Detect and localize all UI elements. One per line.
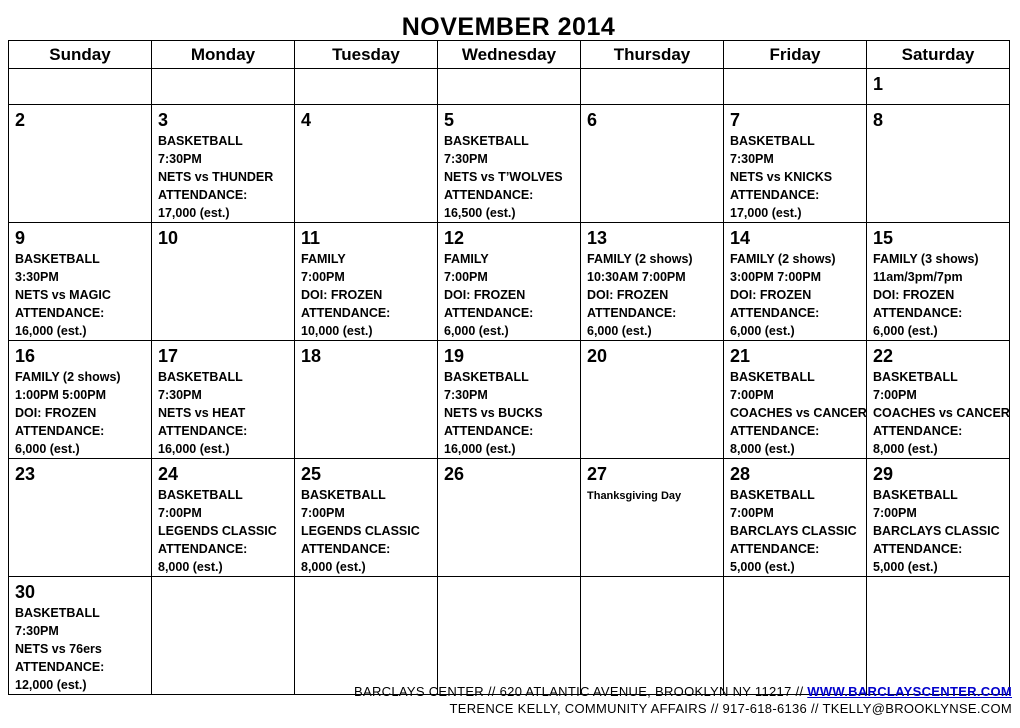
event-details	[587, 250, 717, 340]
event-line: NETS vs KNICKS	[730, 170, 833, 184]
event-line: FAMILY	[301, 252, 346, 266]
day-number: 26	[444, 464, 465, 484]
event-line: 8,000 (est.)	[301, 560, 366, 574]
day-cell	[9, 105, 152, 223]
day-number: 16	[15, 346, 36, 366]
weekday-header: Sunday	[9, 41, 152, 69]
weekday-header: Tuesday	[295, 41, 438, 69]
event-line: DOI: FROZEN	[730, 288, 812, 302]
week-row	[9, 341, 1010, 459]
event-line: ATTENDANCE:	[158, 542, 248, 556]
event-line: 16,500 (est.)	[444, 206, 516, 220]
day-number: 20	[587, 346, 608, 366]
week-row	[9, 69, 1010, 105]
day-cell	[867, 69, 1010, 105]
event-line: ATTENDANCE:	[158, 188, 248, 202]
event-line: BASKETBALL	[873, 370, 958, 384]
event-details	[15, 604, 145, 694]
day-cell	[724, 577, 867, 695]
week-row	[9, 105, 1010, 223]
day-cell	[581, 223, 724, 341]
website-link[interactable]: WWW.BARCLAYSCENTER.COM	[807, 684, 1012, 699]
event-line: 16,000 (est.)	[158, 442, 230, 456]
day-cell	[581, 69, 724, 105]
event-details	[15, 250, 145, 340]
day-number: 11	[301, 228, 321, 248]
day-number: 23	[15, 464, 36, 484]
event-line: 7:30PM	[444, 388, 488, 402]
footer-contact: TERENCE KELLY, COMMUNITY AFFAIRS // 917-618-6136 // TKELLY@BROOKLYNSE.COM	[449, 701, 1012, 716]
event-line: DOI: FROZEN	[15, 406, 97, 420]
day-number: 5	[444, 110, 455, 130]
event-line: ATTENDANCE:	[730, 542, 820, 556]
event-line: LEGENDS CLASSIC	[301, 524, 420, 538]
event-details	[301, 486, 431, 576]
weekday-header: Monday	[152, 41, 295, 69]
day-cell	[295, 223, 438, 341]
event-line: BASKETBALL	[444, 134, 529, 148]
day-cell	[9, 577, 152, 695]
event-line: ATTENDANCE:	[301, 306, 391, 320]
event-line: 8,000 (est.)	[873, 442, 938, 456]
event-line: 7:00PM	[873, 506, 917, 520]
event-line: DOI: FROZEN	[301, 288, 383, 302]
event-line: 16,000 (est.)	[444, 442, 516, 456]
event-line: 8,000 (est.)	[158, 560, 223, 574]
day-number: 30	[15, 582, 36, 602]
week-row	[9, 459, 1010, 577]
weekday-header: Wednesday	[438, 41, 581, 69]
event-line: NETS vs T’WOLVES	[444, 170, 563, 184]
event-line: 7:00PM	[730, 388, 774, 402]
footer-address-text: BARCLAYS CENTER // 620 ATLANTIC AVENUE, BROOKLYN NY 11217 //	[354, 684, 808, 699]
day-cell	[9, 69, 152, 105]
event-line: COACHES vs CANCER	[730, 406, 867, 420]
event-line: 7:00PM	[158, 506, 202, 520]
day-cell	[867, 341, 1010, 459]
day-cell	[152, 223, 295, 341]
event-line: ATTENDANCE:	[158, 424, 248, 438]
event-details	[301, 250, 431, 340]
event-line: DOI: FROZEN	[873, 288, 955, 302]
day-cell	[438, 341, 581, 459]
event-line: ATTENDANCE:	[730, 188, 820, 202]
event-line: ATTENDANCE:	[873, 542, 963, 556]
event-line: 6,000 (est.)	[15, 442, 80, 456]
event-line: 6,000 (est.)	[873, 324, 938, 338]
day-cell	[9, 223, 152, 341]
day-cell	[438, 459, 581, 577]
event-line: BASKETBALL	[15, 606, 100, 620]
day-number: 28	[730, 464, 751, 484]
event-line: NETS vs MAGIC	[15, 288, 111, 302]
day-number: 25	[301, 464, 322, 484]
day-cell	[867, 577, 1010, 695]
footer-address	[354, 684, 1012, 699]
event-line: BARCLAYS CLASSIC	[873, 524, 1000, 538]
event-line: 7:30PM	[158, 388, 202, 402]
day-number: 18	[301, 346, 322, 366]
day-cell	[581, 105, 724, 223]
weekday-header: Thursday	[581, 41, 724, 69]
day-cell	[438, 69, 581, 105]
day-cell	[867, 105, 1010, 223]
day-cell	[438, 105, 581, 223]
event-line: DOI: FROZEN	[587, 288, 669, 302]
event-line: FAMILY (3 shows)	[873, 252, 979, 266]
event-line: 7:30PM	[158, 152, 202, 166]
event-line: LEGENDS CLASSIC	[158, 524, 277, 538]
event-line: FAMILY	[444, 252, 489, 266]
event-line: BASKETBALL	[730, 134, 815, 148]
day-cell	[724, 69, 867, 105]
day-number: 10	[158, 228, 179, 248]
event-details	[730, 132, 860, 222]
weekday-header-row	[9, 41, 1010, 69]
day-number: 15	[873, 228, 894, 248]
event-details	[444, 250, 574, 340]
day-number: 12	[444, 228, 465, 248]
event-details	[158, 132, 288, 222]
event-details	[444, 368, 574, 458]
day-cell	[152, 459, 295, 577]
weekday-header: Friday	[724, 41, 867, 69]
day-cell	[295, 341, 438, 459]
day-number: 9	[15, 228, 26, 248]
day-cell	[438, 577, 581, 695]
event-line: ATTENDANCE:	[587, 306, 677, 320]
event-line: ATTENDANCE:	[873, 306, 963, 320]
day-number: 17	[158, 346, 179, 366]
day-cell	[581, 459, 724, 577]
event-details	[15, 368, 145, 458]
event-details	[730, 368, 867, 458]
day-cell	[9, 459, 152, 577]
week-row	[9, 577, 1010, 695]
event-line: NETS vs BUCKS	[444, 406, 543, 420]
event-line: 17,000 (est.)	[158, 206, 230, 220]
day-cell	[724, 105, 867, 223]
day-number: 6	[587, 110, 598, 130]
day-cell	[152, 69, 295, 105]
day-cell	[152, 105, 295, 223]
day-number: 1	[873, 74, 884, 94]
event-details	[158, 486, 288, 576]
event-line: ATTENDANCE:	[444, 424, 534, 438]
event-line: BASKETBALL	[444, 370, 529, 384]
day-number: 14	[730, 228, 751, 248]
event-line: FAMILY (2 shows)	[587, 252, 693, 266]
day-number: 29	[873, 464, 894, 484]
event-line: 1:00PM 5:00PM	[15, 388, 107, 402]
day-number: 3	[158, 110, 169, 130]
event-line: 12,000 (est.)	[15, 678, 87, 692]
event-line: 7:00PM	[301, 270, 345, 284]
event-details	[873, 250, 1003, 340]
event-line: 11am/3pm/7pm	[873, 270, 963, 284]
day-number: 27	[587, 464, 608, 484]
calendar-title: NOVEMBER 2014	[401, 13, 616, 41]
event-line: ATTENDANCE:	[873, 424, 963, 438]
event-line: BASKETBALL	[158, 134, 243, 148]
day-number: 19	[444, 346, 465, 366]
day-cell	[152, 341, 295, 459]
event-line: 10,000 (est.)	[301, 324, 373, 338]
event-line: 3:30PM	[15, 270, 59, 284]
event-line: COACHES vs CANCER	[873, 406, 1010, 420]
event-line: BARCLAYS CLASSIC	[730, 524, 857, 538]
day-cell	[9, 341, 152, 459]
event-line: 7:00PM	[444, 270, 488, 284]
event-line: ATTENDANCE:	[15, 424, 105, 438]
day-number: 4	[301, 110, 312, 130]
calendar-grid	[8, 40, 1010, 695]
event-line: 8,000 (est.)	[730, 442, 795, 456]
event-line: 7:30PM	[730, 152, 774, 166]
day-number: 2	[15, 110, 26, 130]
event-line: BASKETBALL	[873, 488, 958, 502]
day-number: 21	[730, 346, 751, 366]
event-line: BASKETBALL	[158, 488, 243, 502]
event-line: 7:00PM	[301, 506, 345, 520]
event-line: BASKETBALL	[15, 252, 100, 266]
event-line: NETS vs HEAT	[158, 406, 246, 420]
event-line: FAMILY (2 shows)	[730, 252, 836, 266]
event-details	[730, 486, 860, 576]
day-cell	[867, 459, 1010, 577]
event-line: ATTENDANCE:	[15, 660, 105, 674]
day-number: 7	[730, 110, 741, 130]
event-line: ATTENDANCE:	[444, 188, 534, 202]
event-line: ATTENDANCE:	[301, 542, 391, 556]
day-number: 13	[587, 228, 608, 248]
event-details	[873, 486, 1003, 576]
holiday-label: Thanksgiving Day	[587, 490, 682, 502]
week-row	[9, 223, 1010, 341]
event-line: BASKETBALL	[158, 370, 243, 384]
event-details	[873, 368, 1010, 458]
day-cell	[581, 577, 724, 695]
event-line: NETS vs 76ers	[15, 642, 102, 656]
day-cell	[295, 459, 438, 577]
event-line: BASKETBALL	[301, 488, 386, 502]
day-number: 8	[873, 110, 884, 130]
event-line: ATTENDANCE:	[730, 306, 820, 320]
event-line: 7:30PM	[444, 152, 488, 166]
day-cell	[295, 577, 438, 695]
event-line: 6,000 (est.)	[587, 324, 652, 338]
day-cell	[152, 577, 295, 695]
event-line: ATTENDANCE:	[444, 306, 534, 320]
day-cell	[295, 105, 438, 223]
event-line: 6,000 (est.)	[444, 324, 509, 338]
event-line: 5,000 (est.)	[730, 560, 795, 574]
event-line: 6,000 (est.)	[730, 324, 795, 338]
event-line: ATTENDANCE:	[15, 306, 105, 320]
event-line: 16,000 (est.)	[15, 324, 87, 338]
day-cell	[438, 223, 581, 341]
event-line: 5,000 (est.)	[873, 560, 938, 574]
day-number: 22	[873, 346, 894, 366]
event-line: 3:00PM 7:00PM	[730, 270, 822, 284]
event-line: 7:00PM	[730, 506, 774, 520]
day-number: 24	[158, 464, 179, 484]
event-line: BASKETBALL	[730, 370, 815, 384]
event-line: 17,000 (est.)	[730, 206, 802, 220]
event-line: BASKETBALL	[730, 488, 815, 502]
event-details	[158, 368, 288, 458]
weekday-header: Saturday	[867, 41, 1010, 69]
event-line: 10:30AM 7:00PM	[587, 270, 686, 284]
event-line: FAMILY (2 shows)	[15, 370, 121, 384]
event-line: ATTENDANCE:	[730, 424, 820, 438]
event-line: 7:00PM	[873, 388, 917, 402]
day-cell	[581, 341, 724, 459]
event-details	[730, 250, 860, 340]
day-cell	[867, 223, 1010, 341]
event-line: 7:30PM	[15, 624, 59, 638]
day-cell	[724, 459, 867, 577]
event-line: NETS vs THUNDER	[158, 170, 274, 184]
day-cell	[724, 341, 867, 459]
event-line: DOI: FROZEN	[444, 288, 526, 302]
day-cell	[724, 223, 867, 341]
day-cell	[295, 69, 438, 105]
event-details	[444, 132, 574, 222]
